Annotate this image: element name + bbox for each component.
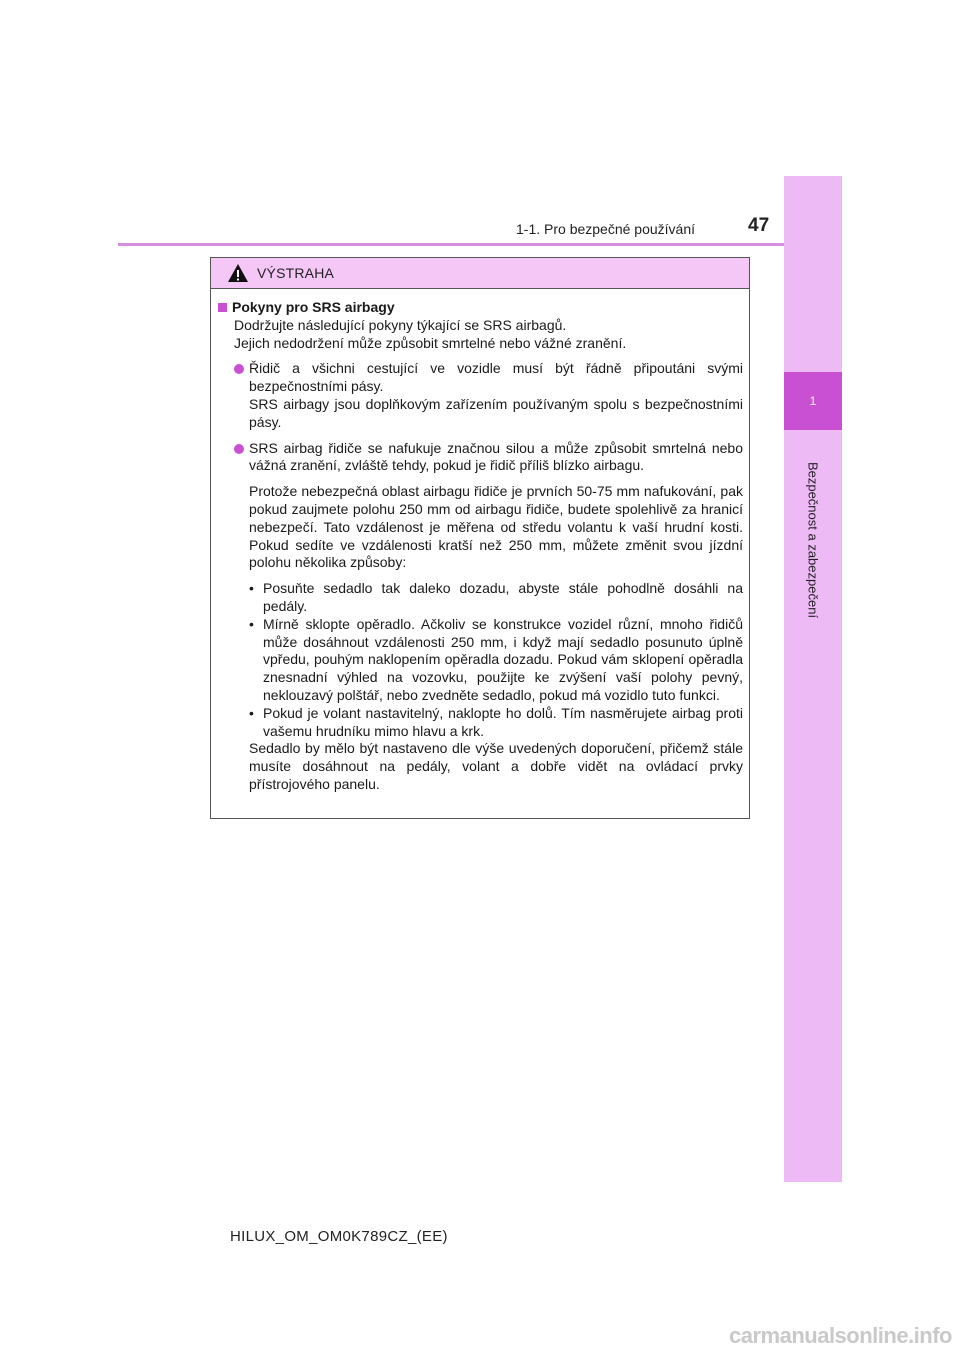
list-item-text: Posuňte sedadlo tak daleko dozadu, abyste stále pohodlně dosáhli na pedály. (263, 580, 743, 614)
bullet-text: SRS airbag řidiče se nafukuje značnou silou a může způsobit smrtelná nebo vážná zranění, zvláště tehdy, pokud je řidič příliš blízko airbagu. (249, 439, 743, 474)
side-tab (784, 176, 842, 1182)
document-code: HILUX_OM_OM0K789CZ_(EE) (230, 1228, 448, 1245)
list-item (249, 580, 743, 616)
list-item-text: Mírně sklopte opěradlo. Ačkoliv se konstrukce vozidel různí, mnoho řidičů může dosáhnout vzdálenosti 250 mm, i když mají sedadlo posunuto úplně vpředu, pouhým naklopením opěradla dozadu. Pokud vám sklopení opěradla znesnadní výhled na vozovku, použijte ke zvýšení vaší polohy pevný, neklouzavý polštář, nebo zvedněte sedadlo, pokud má vozidlo tuto funkci. (263, 615, 743, 703)
section-heading-text: Pokyny pro SRS airbagy (232, 299, 395, 315)
list-item (249, 616, 743, 705)
circle-bullet-icon (234, 364, 244, 374)
warning-header (211, 258, 749, 289)
circle-bullet-icon (234, 444, 244, 454)
square-bullet-icon (218, 303, 227, 312)
chapter-label: Bezpečnost a zabezpečení (805, 461, 821, 619)
closing-text: Sedadlo by mělo být nastaveno dle výše uvedených doporučení, přičemž stále musíte dosáhnout na pedály, volant a dobře vidět na ovládací prvky přístrojového panelu. (249, 740, 743, 792)
bullet-detail-text: Protože nebezpečná oblast airbagu řidiče je prvních 50-75 mm nafukování, pak pokud zaujmete polohu 250 mm od airbagu řidiče, budete spolehlivě za hranicí nebezpečí. Tato vzdálenost je měřena od středu volantu k vaší hrudní kosti. Pokud sedíte ve vzdálenosti kratší než 250 mm, můžete změnit svou jízdní polohu několika způsoby: (249, 483, 743, 571)
page-number: 47 (748, 215, 770, 236)
position-list (249, 580, 743, 740)
warning-title: VÝSTRAHA (257, 265, 335, 281)
bullet-item (234, 440, 743, 476)
section-heading (218, 299, 743, 317)
chapter-number-tab: 1 (784, 372, 842, 430)
intro-text: Jejich nedodržení může způsobit smrtelné nebo vážné zranění. (234, 334, 627, 351)
watermark: carmanualsonline.info (729, 1323, 952, 1348)
list-marker: • (249, 704, 254, 721)
section-title: 1-1. Pro bezpečné používání (516, 221, 696, 237)
bullet-item (234, 360, 743, 431)
warning-triangle-icon (227, 263, 249, 283)
list-marker: • (249, 580, 254, 597)
warning-content (211, 289, 749, 794)
intro-text: Dodržujte následující pokyny týkající se SRS airbagů. (234, 316, 567, 333)
list-item (249, 705, 743, 741)
bullet-text: SRS airbagy jsou doplňkovým zařízením používaným spolu s bezpečnostními pásy. (249, 395, 743, 430)
warning-box (210, 257, 750, 819)
bullet-text: Řidič a všichni cestující ve vozidle musí být řádně připoutáni svými bezpečnostními pásy. (249, 360, 743, 395)
list-marker: • (249, 615, 254, 632)
list-item-text: Pokud je volant nastavitelný, naklopte ho dolů. Tím nasměrujete airbag proti vašemu hrudníku mimo hlavu a krk. (263, 704, 743, 739)
header-rule (118, 243, 784, 246)
